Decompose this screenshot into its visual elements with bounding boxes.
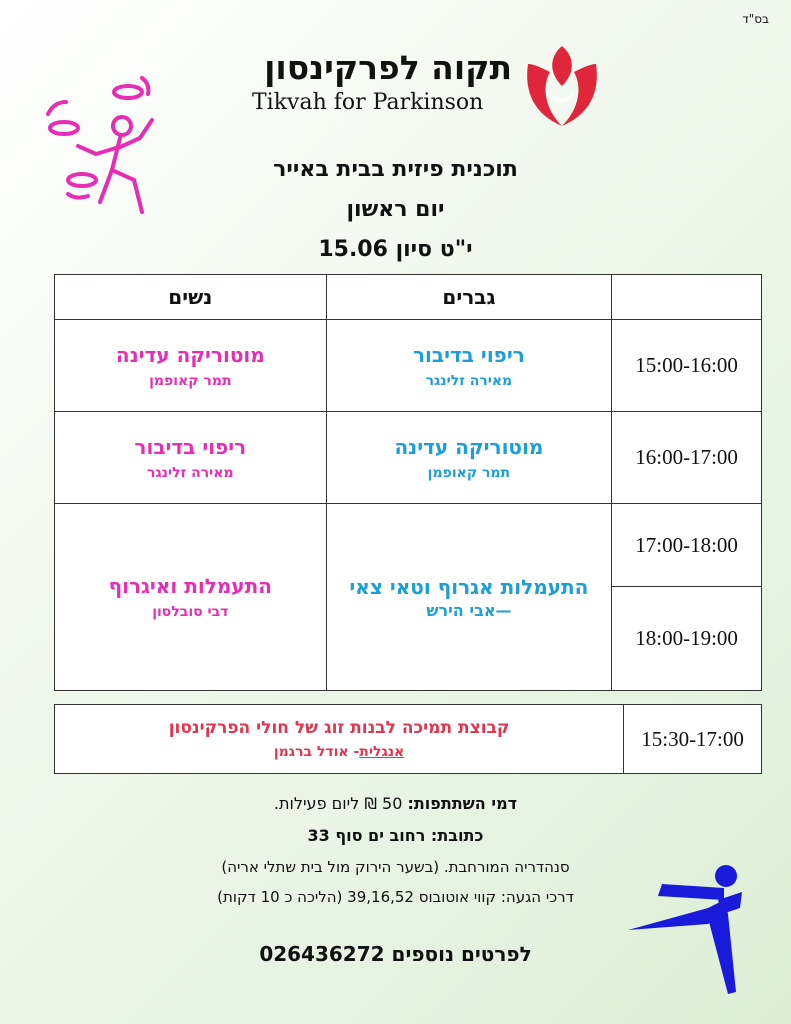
logo-english-text: Tikvah for Parkinson <box>252 90 484 115</box>
tulip-logo-icon <box>520 42 604 130</box>
instructor-name: —אבי הירש <box>426 600 512 620</box>
address-label: כתובת: <box>430 826 484 845</box>
schedule-table <box>54 274 762 691</box>
instructor-name: מאירה זלינגר <box>425 372 513 389</box>
time-slot: 17:00-18:00 <box>612 504 762 587</box>
men-cell <box>326 412 612 504</box>
activity-title: התעמלות אגרוף וטאי צאי <box>349 574 589 599</box>
fee-value: 50 ₪ ליום פעילות. <box>273 794 408 813</box>
page-titles <box>0 150 791 270</box>
activity-title: מוטוריקה עדינה <box>115 342 265 367</box>
support-group-time: 15:30-17:00 <box>624 705 762 774</box>
table-header-row <box>55 275 762 320</box>
table-row <box>55 504 762 587</box>
women-header: נשים <box>55 275 327 320</box>
women-cell <box>55 412 327 504</box>
activity-title: התעמלות ואיגרוף <box>108 574 273 598</box>
address-line <box>0 826 791 845</box>
support-group-table <box>54 704 762 774</box>
men-cell <box>326 504 612 691</box>
corner-text: בס"ד <box>742 12 769 26</box>
fee-line <box>0 794 791 813</box>
support-group-language: אנגלית <box>359 744 405 760</box>
runner-icon <box>628 860 748 1000</box>
women-cell <box>55 504 327 691</box>
table-row <box>55 320 762 412</box>
table-row <box>55 705 762 774</box>
activity-title: ריפוי בדיבור <box>413 342 525 367</box>
directions-line: דרכי הגעה: קווי אוטובוס 39,16,52 (הליכה כ 10 דקות) <box>217 888 574 906</box>
instructor-name: תמר קאופמן <box>149 372 232 389</box>
program-title: תוכנית פיזית בבית באייר <box>273 157 518 182</box>
time-slot: 18:00-19:00 <box>612 587 762 691</box>
date-title: י"ט סיון 15.06 <box>318 237 473 262</box>
address-value: רחוב ים סוף 33 <box>307 826 431 845</box>
time-header <box>612 275 762 320</box>
support-group-leader-line <box>56 744 622 760</box>
day-title: יום ראשון <box>346 197 445 222</box>
support-group-cell <box>55 705 624 774</box>
activity-title: מוטוריקה עדינה <box>394 434 544 459</box>
logo <box>250 42 610 132</box>
instructor-name: תמר קאופמן <box>427 464 511 481</box>
instructor-name: מאירה זלינגר <box>147 464 234 481</box>
support-group-leader: - אודל ברגמן <box>273 744 360 760</box>
support-group-title: קבוצת תמיכה לבנות זוג של חולי הפרקינסון <box>168 718 510 738</box>
table-row <box>55 412 762 504</box>
logo-hebrew-text: תקוה לפרקינסון <box>264 48 512 87</box>
fee-label: דמי השתתפות: <box>407 794 518 813</box>
women-cell <box>55 320 327 412</box>
men-header: גברים <box>326 275 612 320</box>
instructor-name: דבי סובלסון <box>152 604 229 620</box>
time-slot: 15:00-16:00 <box>612 320 762 412</box>
contact-line: לפרטים נוספים 026436272 <box>259 942 532 966</box>
time-slot: 16:00-17:00 <box>612 412 762 504</box>
activity-title: ריפוי בדיבור <box>134 434 247 459</box>
men-cell <box>326 320 612 412</box>
location-line: סנהדריה המורחבת. (בשער הירוק מול בית שתלי אריה) <box>221 858 570 876</box>
